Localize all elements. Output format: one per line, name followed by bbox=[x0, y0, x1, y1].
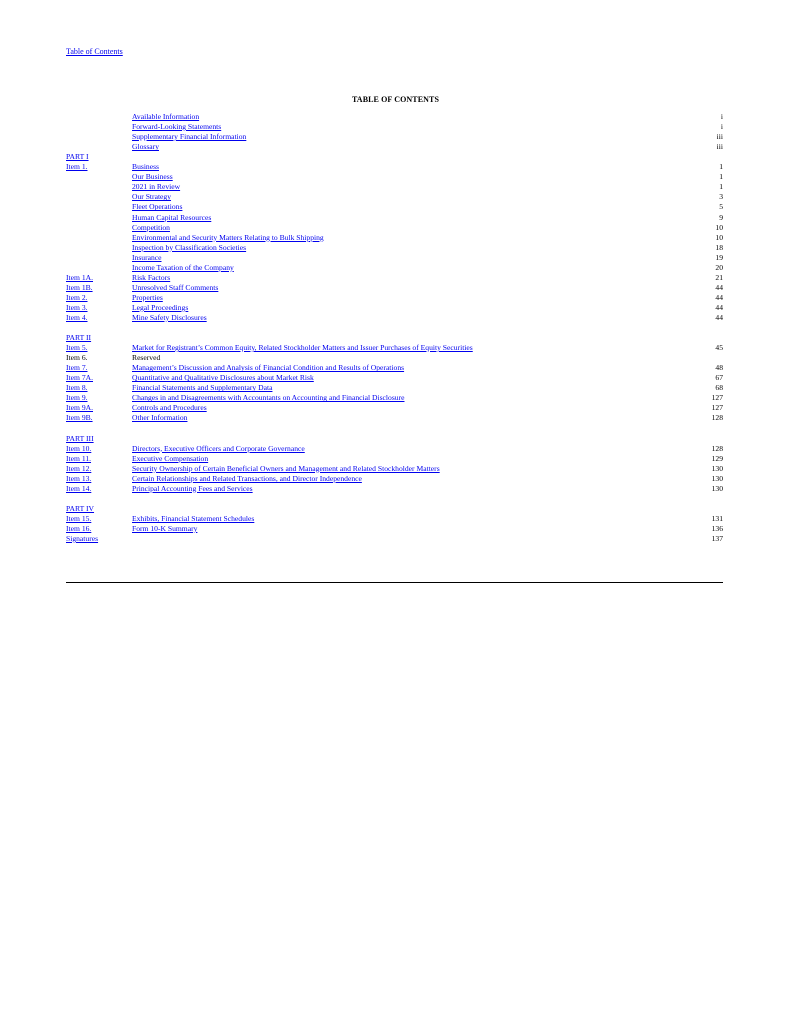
toc-row bbox=[0, 112, 791, 122]
toc-title-link[interactable]: Market for Registrant’s Common Equity, Related Stockholder Matters and Issuer Purchases of Equity Securities bbox=[132, 343, 473, 353]
toc-part-link[interactable]: PART III bbox=[66, 433, 94, 443]
toc-row bbox=[0, 484, 791, 494]
toc-row bbox=[0, 152, 791, 162]
toc-page-number: 137 bbox=[711, 533, 723, 543]
toc-page-number: 130 bbox=[711, 473, 723, 483]
toc-title-link[interactable]: Human Capital Resources bbox=[132, 212, 212, 222]
toc-part-link[interactable]: PART IV bbox=[66, 503, 95, 513]
toc-item-link[interactable]: Item 12. bbox=[66, 463, 92, 473]
toc-page-number: 5 bbox=[719, 202, 723, 212]
toc-page-number: i bbox=[720, 122, 723, 132]
toc-row bbox=[0, 464, 791, 474]
toc-title-link[interactable]: Fleet Operations bbox=[132, 202, 183, 212]
toc-title-link[interactable]: Directors, Executive Officers and Corporate Governance bbox=[132, 443, 305, 453]
toc-row bbox=[0, 403, 791, 413]
toc-row bbox=[0, 213, 791, 223]
toc-title-link[interactable]: 2021 in Review bbox=[132, 182, 181, 192]
toc-page-number: 48 bbox=[715, 363, 723, 373]
toc-title-link[interactable]: Our Strategy bbox=[132, 192, 172, 202]
toc-page-number: 1 bbox=[719, 162, 723, 172]
toc-row bbox=[0, 383, 791, 393]
toc-page-number: 1 bbox=[719, 182, 723, 192]
toc-page-number: 68 bbox=[715, 383, 723, 393]
toc-row bbox=[0, 253, 791, 263]
toc-title-link[interactable]: Supplementary Financial Information bbox=[132, 132, 247, 142]
toc-row bbox=[0, 243, 791, 253]
toc-title-link[interactable]: Risk Factors bbox=[132, 272, 171, 282]
toc-row bbox=[0, 273, 791, 283]
toc-item-link: Item 6. bbox=[66, 353, 88, 363]
toc-row bbox=[0, 534, 791, 544]
toc-page-number: 67 bbox=[715, 373, 723, 383]
toc-page-number: 44 bbox=[715, 292, 723, 302]
toc-item-link[interactable]: Item 4. bbox=[66, 313, 88, 322]
toc-item-link[interactable]: Signatures bbox=[66, 533, 99, 543]
toc-row bbox=[0, 333, 791, 343]
toc-row bbox=[0, 514, 791, 524]
toc-page-number: i bbox=[720, 112, 723, 121]
toc-part-link[interactable]: PART I bbox=[66, 152, 89, 162]
toc-row bbox=[0, 132, 791, 142]
toc-page-number: 45 bbox=[715, 343, 723, 353]
toc-title-link[interactable]: Available Information bbox=[132, 112, 200, 121]
toc-row bbox=[0, 122, 791, 132]
toc-page-number: 44 bbox=[715, 313, 723, 322]
table-of-contents-link[interactable]: Table of Contents bbox=[66, 47, 123, 56]
toc-title-link[interactable]: Changes in and Disagreements with Accountants on Accounting and Financial Disclosure bbox=[132, 393, 405, 403]
toc-row bbox=[0, 393, 791, 403]
toc-row bbox=[0, 202, 791, 212]
toc-row bbox=[0, 504, 791, 514]
toc-title-link[interactable]: Form 10-K Summary bbox=[132, 523, 198, 533]
toc-page-number: 44 bbox=[715, 282, 723, 292]
toc-page-number: 128 bbox=[711, 413, 723, 423]
toc-page-number: 128 bbox=[711, 443, 723, 453]
toc-title-link[interactable]: Unresolved Staff Comments bbox=[132, 282, 219, 292]
toc-item-link[interactable]: Item 5. bbox=[66, 343, 88, 353]
toc-page-number: 18 bbox=[715, 242, 723, 252]
toc-page-number: 136 bbox=[711, 523, 723, 533]
toc-item-link[interactable]: Item 7. bbox=[66, 363, 88, 373]
toc-item-link[interactable]: Item 8. bbox=[66, 383, 88, 393]
toc-row bbox=[0, 303, 791, 313]
toc-title-link[interactable]: Properties bbox=[132, 292, 163, 302]
toc-title-link[interactable]: Executive Compensation bbox=[132, 453, 209, 463]
toc-row bbox=[0, 223, 791, 233]
toc-page-number: 10 bbox=[715, 232, 723, 242]
toc-title-link[interactable]: Glossary bbox=[132, 142, 159, 152]
toc-item-link[interactable]: Item 11. bbox=[66, 453, 92, 463]
toc-item-link[interactable]: Item 16. bbox=[66, 523, 92, 533]
toc-page-number: 3 bbox=[719, 192, 723, 202]
toc-title-link[interactable]: Security Ownership of Certain Beneficial Owners and Management and Related Stockholder Matters bbox=[132, 463, 440, 473]
toc-page-number: 9 bbox=[719, 212, 723, 222]
toc-page-number: 44 bbox=[715, 302, 723, 312]
toc-page-number: 20 bbox=[715, 262, 723, 272]
toc-item-link[interactable]: Item 7A. bbox=[66, 373, 93, 383]
toc-item-link[interactable]: Item 15. bbox=[66, 513, 92, 523]
page-title: TABLE OF CONTENTS bbox=[351, 95, 440, 104]
toc-row bbox=[0, 192, 791, 202]
toc-page-number: 130 bbox=[711, 463, 723, 473]
toc-title-link[interactable]: Quantitative and Qualitative Disclosures about Market Risk bbox=[132, 373, 314, 383]
toc-title-link[interactable]: Income Taxation of the Company bbox=[132, 262, 234, 272]
toc-page-number: 127 bbox=[711, 393, 723, 403]
toc-title-link[interactable]: Controls and Procedures bbox=[132, 403, 207, 413]
toc-row bbox=[0, 182, 791, 192]
toc-row bbox=[0, 293, 791, 303]
toc-page-number: 130 bbox=[711, 483, 723, 493]
toc-row bbox=[0, 172, 791, 182]
toc-row bbox=[0, 373, 791, 383]
toc-item-link[interactable]: Item 1B. bbox=[66, 282, 93, 292]
toc-title-link[interactable]: Forward-Looking Statements bbox=[132, 122, 222, 132]
toc-row bbox=[0, 343, 791, 353]
toc-title-link[interactable]: Inspection by Classification Societies bbox=[132, 242, 247, 252]
toc-row bbox=[0, 142, 791, 152]
toc-title-link[interactable]: Principal Accounting Fees and Services bbox=[132, 483, 253, 493]
toc-row bbox=[0, 444, 791, 454]
toc-row bbox=[0, 524, 791, 534]
toc-title-link[interactable]: Exhibits, Financial Statement Schedules bbox=[132, 513, 255, 523]
toc-item-link[interactable]: Item 3. bbox=[66, 302, 88, 312]
page-divider bbox=[66, 582, 723, 583]
toc-page-number: 129 bbox=[711, 453, 723, 463]
toc-page-number: 10 bbox=[715, 222, 723, 232]
toc-page-number: 21 bbox=[715, 272, 723, 282]
toc-row bbox=[0, 474, 791, 484]
toc-item-link[interactable]: Item 2. bbox=[66, 292, 88, 302]
toc-part-link[interactable]: PART II bbox=[66, 333, 92, 343]
toc-title-link[interactable]: Certain Relationships and Related Transactions, and Director Independence bbox=[132, 473, 362, 483]
toc-row bbox=[0, 313, 791, 323]
toc-item-link[interactable]: Item 14. bbox=[66, 483, 92, 493]
toc-row bbox=[0, 233, 791, 243]
toc-title-link[interactable]: Environmental and Security Matters Relating to Bulk Shipping bbox=[132, 232, 324, 242]
toc-title-link[interactable]: Mine Safety Disclosures bbox=[132, 313, 207, 322]
toc-row bbox=[0, 413, 791, 423]
toc-title-link: Reserved bbox=[132, 353, 161, 363]
toc-page-number: iii bbox=[716, 132, 723, 142]
toc-page-number: 19 bbox=[715, 252, 723, 262]
toc-title-link[interactable]: Our Business bbox=[132, 172, 173, 182]
toc-item-link[interactable]: Item 1. bbox=[66, 162, 88, 172]
toc-row bbox=[0, 283, 791, 293]
toc-page-number: 127 bbox=[711, 403, 723, 413]
toc-item-link[interactable]: Item 1A. bbox=[66, 272, 93, 282]
toc-item-link[interactable]: Item 10. bbox=[66, 443, 92, 453]
toc-title-link[interactable]: Management’s Discussion and Analysis of Financial Condition and Results of Operations bbox=[132, 363, 405, 373]
toc-title-link[interactable]: Legal Proceedings bbox=[132, 302, 189, 312]
toc-title-link[interactable]: Financial Statements and Supplementary Data bbox=[132, 383, 273, 393]
toc-title-link[interactable]: Business bbox=[132, 162, 160, 172]
toc-item-link[interactable]: Item 9. bbox=[66, 393, 88, 403]
toc-row bbox=[0, 363, 791, 373]
toc-title-link[interactable]: Insurance bbox=[132, 252, 162, 262]
toc-item-link[interactable]: Item 9B. bbox=[66, 413, 93, 423]
toc-item-link[interactable]: Item 13. bbox=[66, 473, 92, 483]
toc-row bbox=[0, 162, 791, 172]
toc-page-number: iii bbox=[716, 142, 723, 152]
toc-title-link[interactable]: Competition bbox=[132, 222, 170, 232]
toc-row bbox=[0, 434, 791, 444]
toc-item-link[interactable]: Item 9A. bbox=[66, 403, 93, 413]
toc-row bbox=[0, 454, 791, 464]
toc-title-link[interactable]: Other Information bbox=[132, 413, 188, 423]
toc-row bbox=[0, 353, 791, 363]
toc-row bbox=[0, 263, 791, 273]
toc-page-number: 1 bbox=[719, 172, 723, 182]
toc-page-number: 131 bbox=[711, 513, 723, 523]
